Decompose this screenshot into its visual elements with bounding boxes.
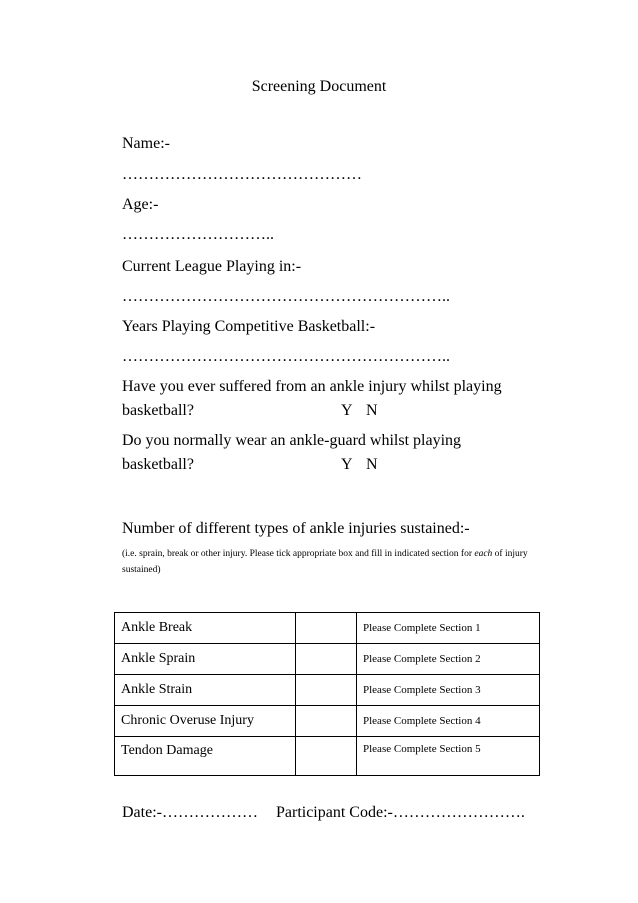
footer-line: [122, 804, 525, 822]
table-row: [115, 675, 540, 706]
injury-type-cell: Tendon Damage: [115, 737, 296, 776]
injury-type-cell: Ankle Sprain: [115, 644, 296, 675]
note-emphasis: each: [474, 549, 493, 559]
ankle-injury-question: Have you ever suffered from an ankle injury whilst playing: [122, 378, 502, 395]
age-field[interactable]: ………………………..: [122, 226, 274, 243]
ankle-guard-question-line2: basketball?: [122, 456, 194, 473]
injury-table: [114, 612, 540, 776]
injuries-instructions: [122, 546, 562, 578]
ankle-guard-no-option[interactable]: N: [366, 456, 378, 473]
name-field[interactable]: ………………………………………: [122, 166, 362, 183]
document-title: Screening Document: [251, 78, 387, 95]
section-instruction-cell: Please Complete Section 1: [357, 613, 540, 644]
league-field[interactable]: ……………………………………………………..: [122, 288, 450, 305]
ankle-guard-question: Do you normally wear an ankle-guard whilst playing: [122, 432, 462, 449]
injury-type-cell: Chronic Overuse Injury: [115, 706, 296, 737]
ankle-injury-no-option[interactable]: N: [366, 402, 378, 419]
tick-box[interactable]: [296, 737, 357, 776]
section-instruction-cell: Please Complete Section 5: [357, 737, 540, 776]
years-playing-field[interactable]: ……………………………………………………..: [122, 348, 450, 365]
tick-box[interactable]: [296, 613, 357, 644]
table-row: [115, 706, 540, 737]
ankle-injury-yes-option[interactable]: Y: [341, 402, 353, 419]
ankle-guard-yes-option[interactable]: Y: [341, 456, 353, 473]
note-text-1: (i.e. sprain, break or other injury. Please tick appropriate box and fill in indicated section for: [122, 549, 475, 559]
injury-type-cell: Ankle Break: [115, 613, 296, 644]
section-instruction-cell: Please Complete Section 4: [357, 706, 540, 737]
league-label: Current League Playing in:-: [122, 258, 302, 275]
tick-box[interactable]: [296, 675, 357, 706]
tick-box[interactable]: [296, 644, 357, 675]
injury-type-cell: Ankle Strain: [115, 675, 296, 706]
table-row: [115, 737, 540, 776]
ankle-injury-question-line2: basketball?: [122, 402, 194, 419]
date-field[interactable]: Date:-………………: [122, 804, 258, 821]
section-instruction-cell: Please Complete Section 3: [357, 675, 540, 706]
name-label: Name:-: [122, 135, 170, 152]
injuries-heading: Number of different types of ankle injuries sustained:-: [122, 520, 470, 537]
participant-code-field[interactable]: Participant Code:-…………………….: [275, 804, 525, 821]
note-text-2: of injury sustained): [122, 549, 528, 575]
table-row: [115, 644, 540, 675]
section-instruction-cell: Please Complete Section 2: [357, 644, 540, 675]
tick-box[interactable]: [296, 706, 357, 737]
years-playing-label: Years Playing Competitive Basketball:-: [122, 318, 376, 335]
age-label: Age:-: [122, 196, 159, 213]
table-row: [115, 613, 540, 644]
